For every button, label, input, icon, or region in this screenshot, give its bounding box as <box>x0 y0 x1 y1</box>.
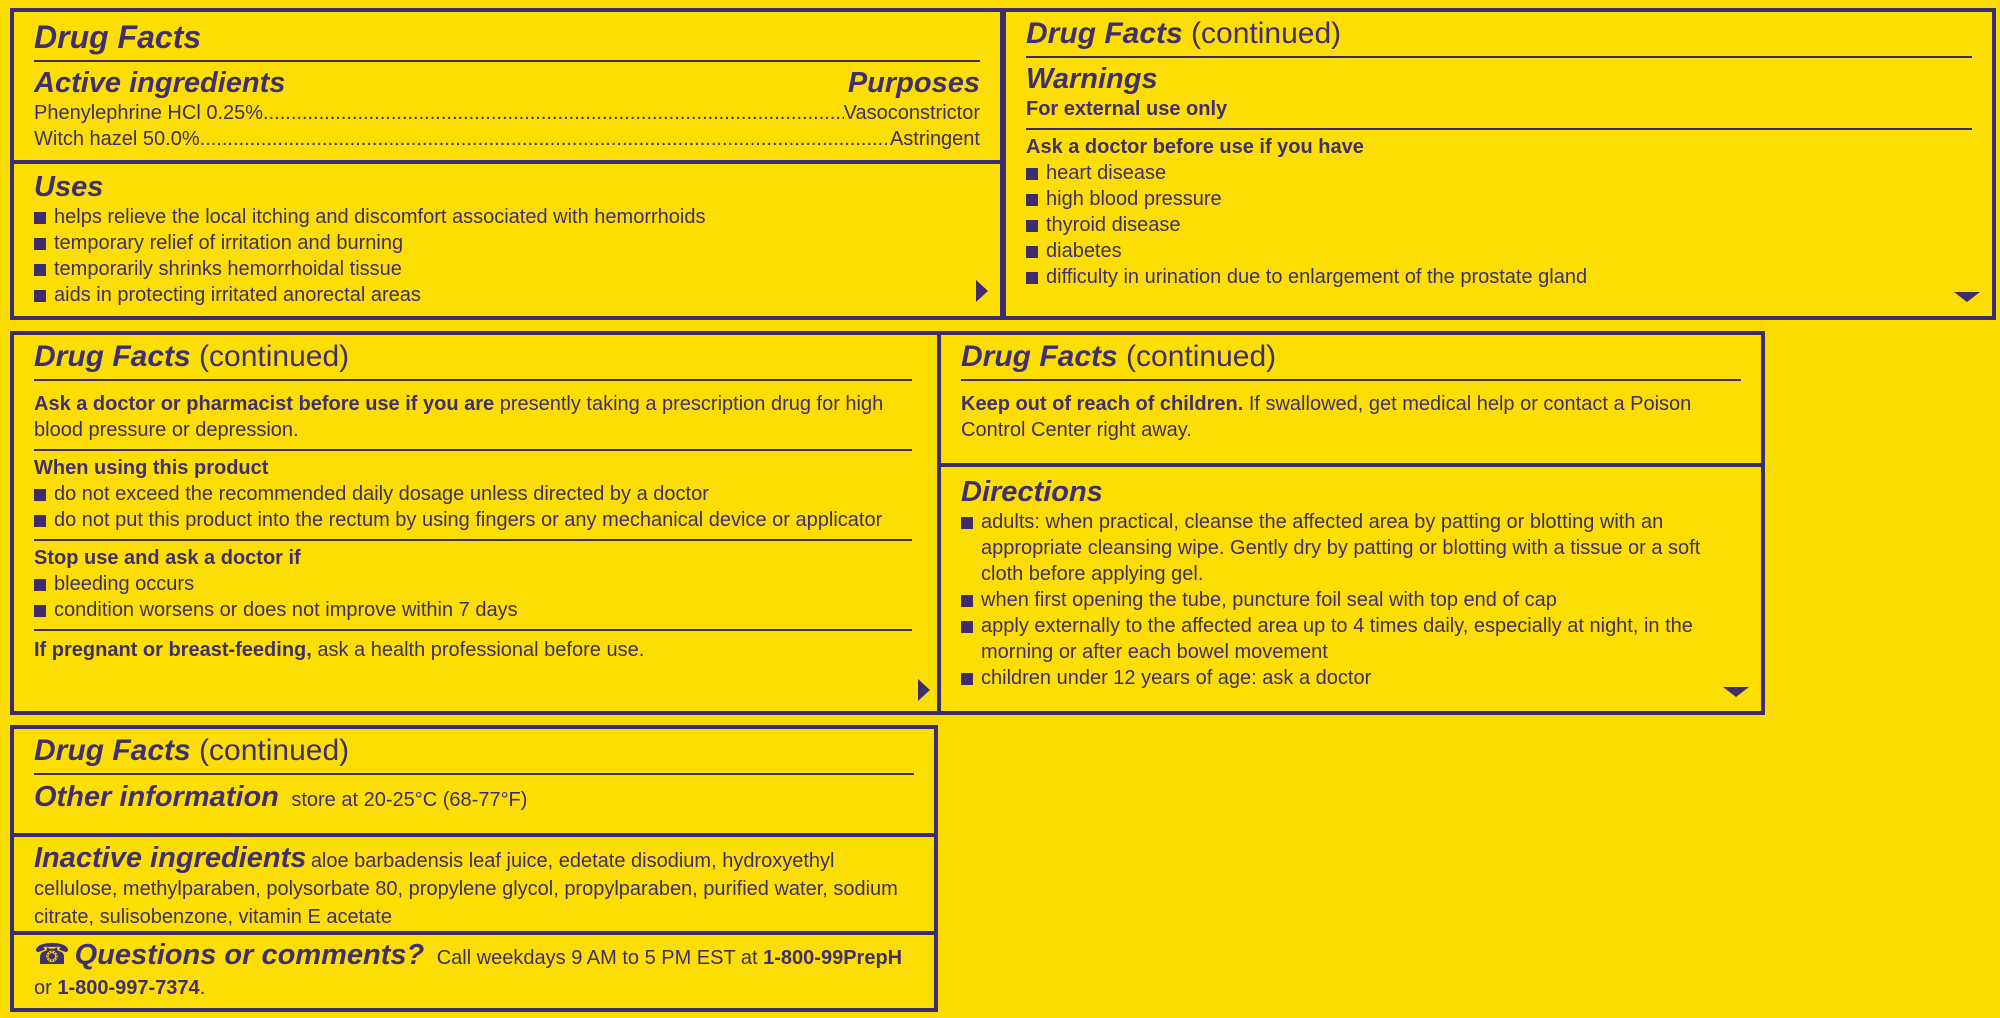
keep-out-section <box>941 335 1761 463</box>
inactive-text: aloe barbadensis leaf juice, edetate disodium, hydroxyethyl cellulose, methylparaben, polysorbate 80, propylene glycol, propylparaben, purified water, sodium citrate, sulisobenzone, vitamin E acetate <box>34 850 898 928</box>
period: . <box>199 977 206 999</box>
questions-text: Call weekdays 9 AM to 5 PM EST at <box>436 947 764 969</box>
use-item: aids in protecting irritated anorectal areas <box>34 282 980 308</box>
warnings-section <box>1026 58 1972 290</box>
inactive-section <box>14 833 934 931</box>
divider <box>34 539 912 541</box>
pregnancy-warning: If pregnant or breast-feeding, ask a health professional before use. <box>34 639 645 661</box>
active-ingredients-section <box>14 12 1000 160</box>
panel-title: Drug Facts (continued) <box>1026 12 1972 58</box>
when-using-item: do not put this product into the rectum by using fingers or any mechanical device or applicator <box>34 507 912 533</box>
use-item: temporarily shrinks hemorrhoidal tissue <box>34 256 980 282</box>
other-info-row <box>34 781 914 814</box>
panel-title: Drug Facts (continued) <box>34 729 914 775</box>
uses-section <box>14 160 1000 316</box>
divider <box>34 449 912 451</box>
condition-item: heart disease <box>1026 160 1972 186</box>
questions-heading: Questions or comments? <box>74 939 425 971</box>
directions-heading: Directions <box>961 476 1103 508</box>
external-use-note: For external use only <box>1026 98 1228 120</box>
ask-pharmacist-text: Ask a doctor or pharmacist before use if you are presently taking a prescription drug for high blood pressure or depression. <box>34 393 884 441</box>
ingredient-row <box>34 126 980 152</box>
ingredient-name: Phenylephrine HCl 0.25% <box>34 102 264 124</box>
ingredient-name: Witch hazel 50.0% <box>34 128 200 150</box>
continue-arrow-icon <box>1954 292 1980 302</box>
other-info-text: store at 20-25°C (68-77°F) <box>291 789 528 811</box>
condition-item: diabetes <box>1026 238 1972 264</box>
direction-item: adults: when practical, cleanse the affected area by patting or blotting with an appropriate cleansing wipe. Gently dry by patting or blotting with a tissue or a soft cloth before applying gel. <box>961 509 1741 587</box>
continue-arrow-icon <box>1723 687 1749 697</box>
phone-icon: ☎ <box>34 939 71 971</box>
questions-section <box>14 931 934 1008</box>
direction-item: apply externally to the affected area up to 4 times daily, especially at night, in the morning or after each bowel movement <box>961 613 1741 665</box>
panel-title: Drug Facts <box>34 12 980 62</box>
panel-title: Drug Facts (continued) <box>961 335 1741 381</box>
ingredient-row <box>34 100 980 126</box>
other-info-heading: Other information <box>34 781 279 813</box>
continue-arrow-icon <box>918 679 930 701</box>
stop-use-item: condition worsens or does not improve within 7 days <box>34 597 912 623</box>
ingredient-purpose: Vasoconstrictor <box>843 102 980 124</box>
panel-drug-facts-2 <box>1002 8 1996 320</box>
panel-title: Drug Facts (continued) <box>34 335 912 381</box>
use-item: temporary relief of irritation and burning <box>34 230 980 256</box>
divider <box>34 629 912 631</box>
when-using-heading: When using this product <box>34 457 269 479</box>
panel-drug-facts-5 <box>10 725 938 1012</box>
panel-drug-facts-4 <box>937 331 1765 715</box>
ask-doctor-heading: Ask a doctor before use if you have <box>1026 136 1364 158</box>
directions-section <box>941 463 1761 711</box>
condition-item: high blood pressure <box>1026 186 1972 212</box>
ingredient-purpose: Astringent <box>889 128 980 150</box>
inactive-heading: Inactive ingredients <box>34 842 307 874</box>
phone-or: or <box>34 977 58 999</box>
leader-dots <box>263 100 844 126</box>
phone-number-1: 1-800-99PrepH <box>763 947 903 969</box>
use-item: helps relieve the local itching and discomfort associated with hemorrhoids <box>34 204 980 230</box>
when-using-item: do not exceed the recommended daily dosage unless directed by a doctor <box>34 481 912 507</box>
stop-use-heading: Stop use and ask a doctor if <box>34 547 301 569</box>
other-info-section <box>14 729 934 833</box>
divider <box>1026 128 1972 130</box>
direction-item: children under 12 years of age: ask a doctor <box>961 665 1741 691</box>
stop-use-item: bleeding occurs <box>34 571 912 597</box>
ingredient-list <box>34 100 980 152</box>
condition-item: difficulty in urination due to enlargement of the prostate gland <box>1026 264 1972 290</box>
panel3-body <box>34 381 912 663</box>
panel-drug-facts-1 <box>10 8 1004 320</box>
condition-item: thyroid disease <box>1026 212 1972 238</box>
keep-out-text: Keep out of reach of children. If swallowed, get medical help or contact a Poison Control Center right away. <box>961 393 1692 441</box>
direction-item: when first opening the tube, puncture foil seal with top end of cap <box>961 587 1741 613</box>
panel-drug-facts-3 <box>10 331 946 715</box>
purposes-heading: Purposes <box>847 67 980 99</box>
active-ingredients-heading: Active ingredients <box>34 67 286 99</box>
continue-arrow-icon <box>976 280 988 302</box>
phone-number-2: 1-800-997-7374 <box>57 977 200 999</box>
ingredients-header-row <box>34 62 980 100</box>
leader-dots <box>200 126 890 152</box>
warnings-heading: Warnings <box>1026 63 1158 95</box>
uses-heading: Uses <box>34 171 104 203</box>
